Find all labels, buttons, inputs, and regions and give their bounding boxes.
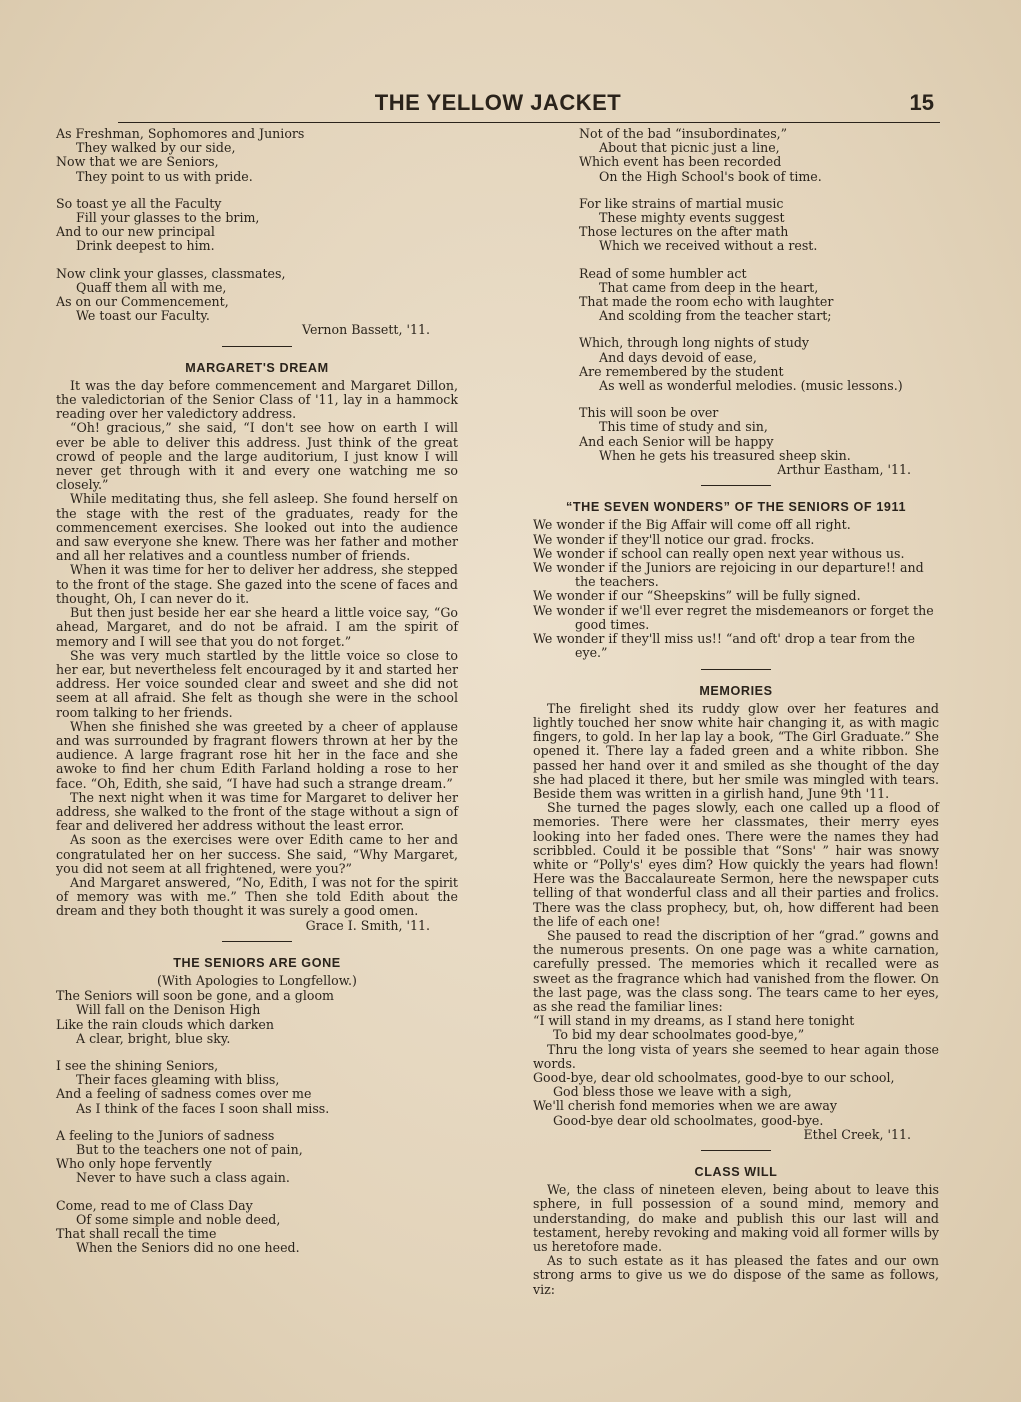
- verse-line: About that picnic just a line,: [599, 140, 780, 156]
- section-divider: [222, 941, 292, 942]
- list-item: We wonder if they'll miss us!! “and oft' drop a tear from the eye.”: [533, 631, 915, 661]
- paragraph: As to such estate as it has pleased the fates and our own strong arms to give us we do dispose of the same as follows, viz:: [533, 1253, 939, 1297]
- verse-line: This time of study and sin,: [599, 419, 768, 435]
- poem-faculty-toast: [56, 127, 458, 338]
- author-signature: Grace I. Smith, '11.: [305, 917, 430, 933]
- section-divider: [701, 1150, 771, 1151]
- verse-line: When the Seniors did no one heed.: [76, 1240, 300, 1256]
- verse-line: But to the teachers one not of pain,: [76, 1142, 303, 1157]
- section-divider: [222, 346, 292, 347]
- verse-line: As on our Commencement,: [56, 294, 229, 310]
- article-memories: [533, 684, 939, 1143]
- verse-line: Which event has been recorded: [579, 154, 782, 170]
- verse-line: Not of the bad “insubordinates,”: [579, 126, 788, 141]
- poem-stanza: [579, 197, 939, 254]
- verse-line: We toast our Faculty.: [76, 308, 210, 324]
- verse-line: Fill your glasses to the brim,: [76, 210, 260, 226]
- verse-line: A feeling to the Juniors of sadness: [56, 1127, 275, 1143]
- verse-line: As I think of the faces I soon shall miss.: [76, 1100, 330, 1116]
- verse-line: That made the room echo with laughter: [579, 294, 834, 310]
- right-column: [533, 127, 939, 1297]
- list-item: We wonder if our “Sheepskins” will be fully signed.: [533, 588, 861, 604]
- page-header: [118, 88, 940, 123]
- paragraph: Thru the long vista of years she seemed to hear again those words.: [533, 1041, 939, 1071]
- list-item: We wonder if the Big Affair will come off all right.: [533, 517, 851, 533]
- author-signature: Arthur Eastham, '11.: [777, 462, 911, 478]
- verse-line: Drink deepest to him.: [76, 238, 215, 254]
- verse-line: They walked by our side,: [76, 140, 236, 156]
- paragraph: It was the day before commencement and Margaret Dillon, the valedictorian of the Senior Class of '11, lay in a hammock reading over her valedictory address.: [56, 377, 458, 422]
- verse-line: That came from deep in the heart,: [599, 279, 819, 295]
- list-item: We wonder if school can really open next year withous us.: [533, 545, 905, 561]
- song-line: God bless those we leave with a sigh,: [553, 1084, 792, 1100]
- verse-line: Never to have such a class again.: [76, 1170, 290, 1186]
- verse-line: As well as wonderful melodies. (music lessons.): [599, 378, 903, 394]
- publication-title: THE YELLOW JACKET: [374, 90, 622, 115]
- article-title: CLASS WILL: [694, 1165, 778, 1179]
- song-line: Good-bye, dear old schoolmates, good-bye to our school,: [533, 1069, 895, 1085]
- paragraph: As soon as the exercises were over Edith came to her and congratulated her on her success. She said, “Why Margaret, you did not seem at all frightened, were you?”: [56, 832, 458, 876]
- article-class-will: [533, 1165, 939, 1297]
- list-item: We wonder if the Juniors are rejoicing in our departure!! and the teachers.: [533, 560, 924, 590]
- poem-stanza: [579, 267, 939, 324]
- author-signature: Ethel Creek, '11.: [803, 1126, 911, 1142]
- verse-line: Which, through long nights of study: [579, 335, 809, 351]
- poem-seniors-are-gone: [56, 956, 458, 1256]
- verse-line: Like the rain clouds which darken: [56, 1016, 274, 1032]
- verse-line: As Freshman, Sophomores and Juniors: [56, 126, 305, 141]
- verse-line: And a feeling of sadness comes over me: [56, 1086, 312, 1102]
- article-title: MARGARET'S DREAM: [185, 360, 329, 375]
- song-line: We'll cherish fond memories when we are away: [533, 1098, 838, 1114]
- verse-line: When he gets his treasured sheep skin.: [599, 447, 851, 463]
- verse-line: A clear, bright, blue sky.: [76, 1030, 231, 1046]
- verse-line: Come, read to me of Class Day: [56, 1197, 253, 1213]
- article-title: MEMORIES: [699, 683, 773, 698]
- song-line: Good-bye dear old schoolmates, good-bye.: [553, 1112, 824, 1128]
- verse-line: I see the shining Seniors,: [56, 1057, 219, 1073]
- verse-line: And scolding from the teacher start;: [599, 308, 832, 324]
- verse-line: Read of some humbler act: [579, 265, 747, 281]
- author-signature: Vernon Bassett, '11.: [302, 322, 430, 338]
- verse-line: The Seniors will soon be gone, and a gloom: [56, 988, 334, 1004]
- verse-line: And days devoid of ease,: [599, 349, 757, 365]
- poem-stanza: [56, 1199, 458, 1256]
- verse-line: This will soon be over: [579, 405, 719, 421]
- poem-stanza: [579, 406, 939, 463]
- paragraph: But then just beside her ear she heard a little voice say, “Go ahead, Margaret, and do not be afraid. I am the spirit of memory and I will see that you do not forget.”: [56, 605, 458, 649]
- paragraph: While meditating thus, she fell asleep. She found herself on the stage with the rest of the graduates, ready for the commencement exercises. She looked out into the audience and saw everyone she knew. There was her father and mother and all her relatives and a countless number of friends.: [56, 491, 458, 564]
- list-item: We wonder if we'll ever regret the misdemeanors or forget the good times.: [533, 602, 934, 632]
- poem-stanza: [579, 336, 939, 393]
- poem-stanza: [56, 267, 458, 324]
- poem-stanza: [579, 127, 939, 184]
- verse-line: Those lectures on the after math: [579, 224, 789, 240]
- poem-title: THE SENIORS ARE GONE: [173, 955, 341, 970]
- paragraph: She turned the pages slowly, each one called up a flood of memories. There were her classmates, their merry eyes looking into her faded ones. There were the names they had scribbled. Could it be possible that “Sons' ” hair was snowy white or “Polly's' eyes dim? How quickly the years had flown! Here was the Baccalaureate Sermon, here the newspaper cuts telling of that wonderful class and all their parties and frolics. There was the class prophecy, but, oh, how different had been the life of each one!: [533, 800, 939, 929]
- poem-subtitle: (With Apologies to Longfellow.): [157, 972, 357, 988]
- paragraph: The next night when it was time for Margaret to deliver her address, she walked to the front of the stage without a sign of fear and delivered her address without the least error.: [56, 789, 458, 834]
- paragraph: When she finished she was greeted by a cheer of applause and was surrounded by fragrant flowers thrown at her by the audience. A large fragrant rose hit her in the face and she awoke to find her chum Edith Farland holding a rose to her face. “Oh, Edith, she said, “I have had such a strange dream.”: [56, 718, 458, 791]
- left-column: [56, 127, 458, 1255]
- poem-stanza: [56, 1129, 458, 1186]
- list-item: We wonder if they'll notice our grad. frocks.: [533, 531, 815, 547]
- verse-line: Who only hope fervently: [56, 1156, 212, 1172]
- section-divider: [701, 669, 771, 670]
- article-title: “THE SEVEN WONDERS” OF THE SENIORS OF 1911: [565, 500, 907, 515]
- verse-line: Of some simple and noble deed,: [76, 1211, 281, 1227]
- verse-line: Now that we are Seniors,: [56, 154, 219, 170]
- poem-stanza: [56, 989, 458, 1046]
- verse-line: They point to us with pride.: [76, 168, 253, 184]
- poem-stanza: [56, 1059, 458, 1116]
- paragraph: She was very much startled by the little voice so close to her ear, but nevertheless felt encouraged by it and started her address. Her voice sounded clear and sweet and she did not seem at all afraid. She felt as though she were in the school room talking to her friends.: [56, 647, 458, 720]
- verse-line: And each Senior will be happy: [579, 433, 774, 449]
- song-line: To bid my dear schoolmates good-bye,”: [553, 1027, 805, 1043]
- song-line: “I will stand in my dreams, as I stand here tonight: [533, 1013, 855, 1029]
- verse-line: Which we received without a rest.: [599, 238, 818, 254]
- verse-line: These mighty events suggest: [599, 210, 785, 226]
- verse-line: On the High School's book of time.: [599, 168, 822, 184]
- verse-line: Are remembered by the student: [579, 363, 784, 379]
- verse-line: Now clink your glasses, classmates,: [56, 265, 286, 281]
- verse-line: That shall recall the time: [56, 1226, 217, 1242]
- paragraph: When it was time for her to deliver her address, she stepped to the front of the stage. She gazed into the scene of faces and thought, Oh, I can never do it.: [56, 562, 458, 606]
- verse-line: For like strains of martial music: [579, 195, 784, 211]
- article-margarets-dream: [56, 361, 458, 933]
- page-number: 15: [909, 90, 934, 115]
- paragraph: She paused to read the discription of her “grad.” gowns and the numerous presents. On one page was a white carnation, carefully pressed. The memories which it recalled were as sweet as the fragrance which had vanished from the flower. On the last page, was the class song. The tears came to her eyes, as she read the familiar lines:: [533, 927, 939, 1014]
- section-divider: [701, 485, 771, 486]
- verse-line: And to our new principal: [56, 224, 215, 240]
- paragraph: “Oh! gracious,” she said, “I don't see how on earth I will ever be able to deliver this address. Just think of the great crowd of people and the large auditorium, I just know I will never get through with it and every one watching me so closely.”: [56, 420, 458, 493]
- paragraph: The firelight shed its ruddy glow over her features and lightly touched her snow white hair changing it, as with magic fingers, to gold. In her lap lay a book, “The Girl Graduate.” She opened it. There lay a faded green and a white ribbon. She passed her hand over it and smiled as she thought of the day she had placed it there, but her smile was mingled with tears. Beside them was written in a girlish hand, June 9th '11.: [533, 700, 939, 801]
- verse-line: Will fall on the Denison High: [76, 1002, 261, 1018]
- poem-stanza: [56, 197, 458, 254]
- article-seven-wonders: [533, 500, 939, 660]
- paragraph: And Margaret answered, “No, Edith, I was not for the spirit of memory was with me.” Then she told Edith about the dream and they both thought it was surely a good omen.: [56, 874, 458, 919]
- verse-line: Their faces gleaming with bliss,: [76, 1072, 280, 1088]
- poem-stanza: [56, 127, 458, 184]
- paragraph: We, the class of nineteen eleven, being about to leave this sphere, in full possession of a sound mind, memory and understanding, do make and publish this our last will and testament, hereby revoking and making void all former wills by us heretofore made.: [533, 1182, 939, 1255]
- verse-line: So toast ye all the Faculty: [56, 195, 222, 211]
- poem-insubordinates: [533, 127, 939, 477]
- verse-line: Quaff them all with me,: [76, 279, 227, 295]
